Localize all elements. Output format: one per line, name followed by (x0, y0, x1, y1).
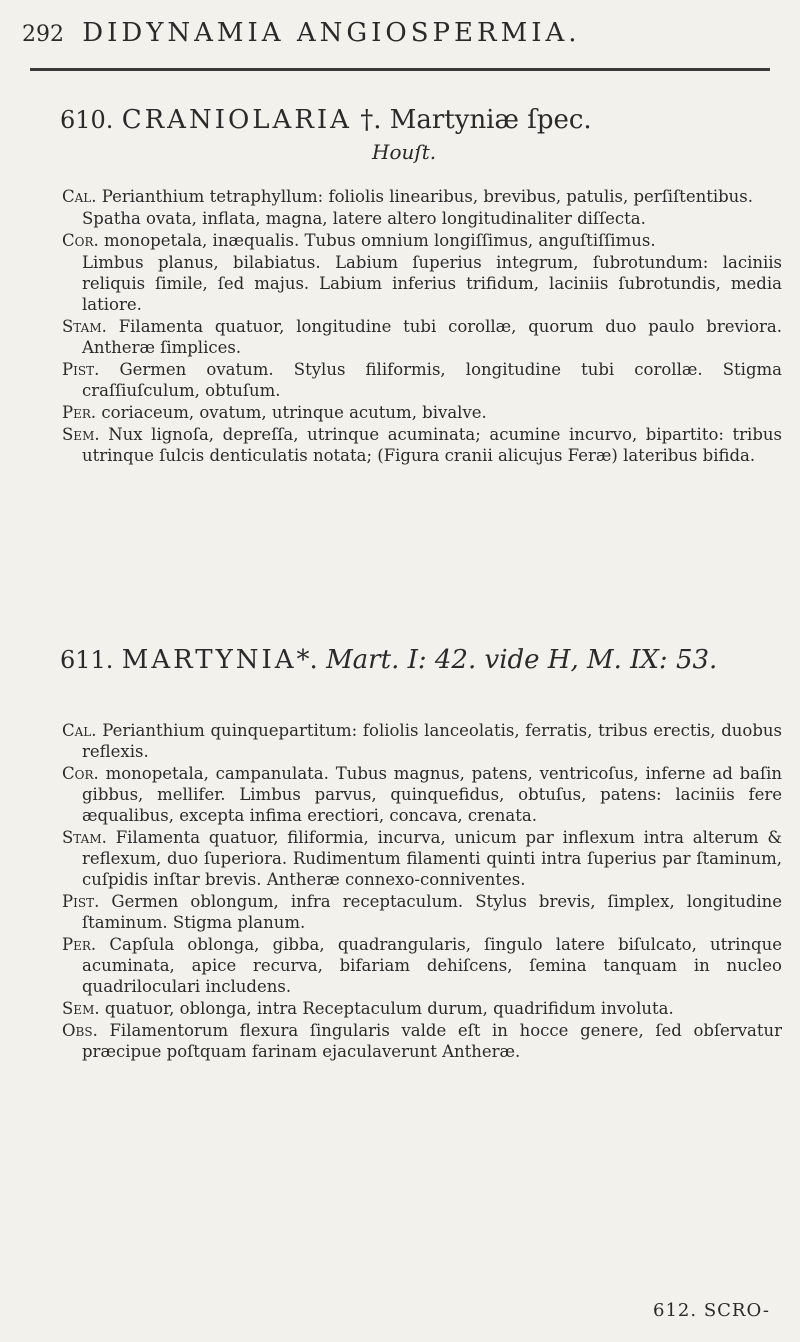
description-entry (62, 1020, 782, 1062)
entry-text: Germen oblongum, infra receptaculum. Stylus brevis, ſimplex, longitudine ſtaminum. Stigma planum. (82, 892, 782, 932)
entry-text: monopetala, campanulata. Tubus magnus, patens, ventricoſus, inferne ad baſin gibbus, mellifer. Limbus parvus, quinquefidus, obtuſus, patens: laciniis fere æqualibus, excepta infima erectiori, concava, crenata. (82, 764, 783, 825)
entry-text: coriaceum, ovatum, utrinque acutum, bivalve. (101, 403, 487, 422)
entry-text: Filamenta quatuor, filiformia, incurva, unicum par inflexum intra alterum & reflexum, duo ſuperiora. Rudimentum filamenti quinti intra ſuperius par ſtaminum, cuſpidis inſtar brevis. Antheræ connexo-conniventes. (82, 828, 783, 889)
description-entry (62, 998, 782, 1019)
entry-label: Cal. (62, 721, 97, 740)
entry-text: monopetala, inæqualis. Tubus omnium longiſſimus, anguſtiſſimus. (104, 231, 656, 250)
entry-label: Sem. (62, 425, 100, 444)
entry-text: quatuor, oblonga, intra Receptaculum durum, quadrifidum involuta. (104, 999, 674, 1018)
entry-text: Spatha ovata, inflata, magna, latere altero longitudinaliter diſſecta. (82, 209, 646, 228)
entry-label: Obs. (62, 1021, 98, 1040)
entry-label: Pist. (62, 892, 100, 911)
entry-text: Limbus planus, bilabiatus. Labium ſuperius integrum, ſubrotundum: laciniis reliquis ſimile, ſed majus. Labium inferius trifidum, laciniis ſubrotundis, media latiore. (82, 253, 782, 314)
genus-mark: †. (360, 105, 382, 135)
genus-heading-610 (60, 104, 780, 136)
genus-heading-611 (60, 644, 780, 676)
entry-label: Stam. (62, 317, 107, 336)
genus-description-610 (62, 186, 782, 467)
description-entry (62, 186, 782, 207)
entry-text: Filamentorum flexura ſingularis valde eſt in hocce genere, ſed obſervatur præcipue poſtquam farinam ejaculaverunt Antheræ. (82, 1021, 783, 1061)
description-entry (62, 208, 782, 229)
description-entry (62, 230, 782, 251)
entry-label: Cor. (62, 764, 99, 783)
entry-label: Cal. (62, 187, 97, 206)
entry-label: Stam. (62, 828, 107, 847)
description-entry (62, 934, 782, 997)
entry-label: Cor. (62, 231, 99, 250)
genus-note: Mart. I: 42. vide H, M. IX: 53. (326, 645, 718, 675)
description-entry (62, 827, 782, 890)
entry-text: Capſula oblonga, gibba, quadrangularis, ſingulo latere biſulcato, utrinque acuminata, apice recurva, bifariam dehiſcens, ſemina tanquam in nucleo quadriloculari includens. (82, 935, 783, 996)
genus-number: 610. (60, 106, 114, 134)
header-rule (30, 68, 770, 71)
genus-name: CRANIOLARIA (121, 105, 352, 135)
description-entry (62, 424, 782, 466)
entry-text: Germen ovatum. Stylus filiformis, longitudine tubi corollæ. Stigma craſſiuſculum, obtuſum. (82, 360, 782, 400)
description-entry (62, 720, 782, 762)
catchword: 612. SCRO- (653, 1300, 770, 1321)
genus-description-611 (62, 720, 782, 1063)
genus-name: MARTYNIA (121, 645, 297, 675)
genus-mark: *. (296, 645, 318, 675)
entry-text: Nux lignoſa, depreſſa, utrinque acuminata; acumine incurvo, bipartito: tribus utrinque ſulcis denticulatis notata; (Figura cranii alicujus Feræ) lateribus bifida. (82, 425, 782, 465)
running-title: DIDYNAMIA ANGIOSPERMIA. (82, 18, 581, 48)
description-entry (62, 763, 782, 826)
entry-text: Perianthium quinquepartitum: foliolis lanceolatis, ferratis, tribus erectis, duobus reflexis. (82, 721, 783, 761)
genus-number: 611. (60, 646, 114, 674)
entry-text: Filamenta quatuor, longitudine tubi corollæ, quorum duo paulo breviora. Antheræ ſimplices. (82, 317, 782, 357)
entry-label: Sem. (62, 999, 100, 1018)
page-number: 292 (22, 22, 64, 47)
description-entry (62, 891, 782, 933)
entry-label: Per. (62, 403, 97, 422)
description-entry (62, 359, 782, 401)
running-header (22, 18, 780, 48)
description-entry (62, 252, 782, 315)
genus-note: Martyniæ ſpec. (389, 105, 592, 135)
entry-label: Per. (62, 935, 97, 954)
description-entry (62, 402, 782, 423)
description-entry (62, 316, 782, 358)
entry-label: Pist. (62, 360, 100, 379)
entry-text: Perianthium tetraphyllum: foliolis linearibus, brevibus, patulis, perſiſtentibus. (101, 187, 754, 206)
genus-authority: Houſt. (372, 140, 437, 164)
